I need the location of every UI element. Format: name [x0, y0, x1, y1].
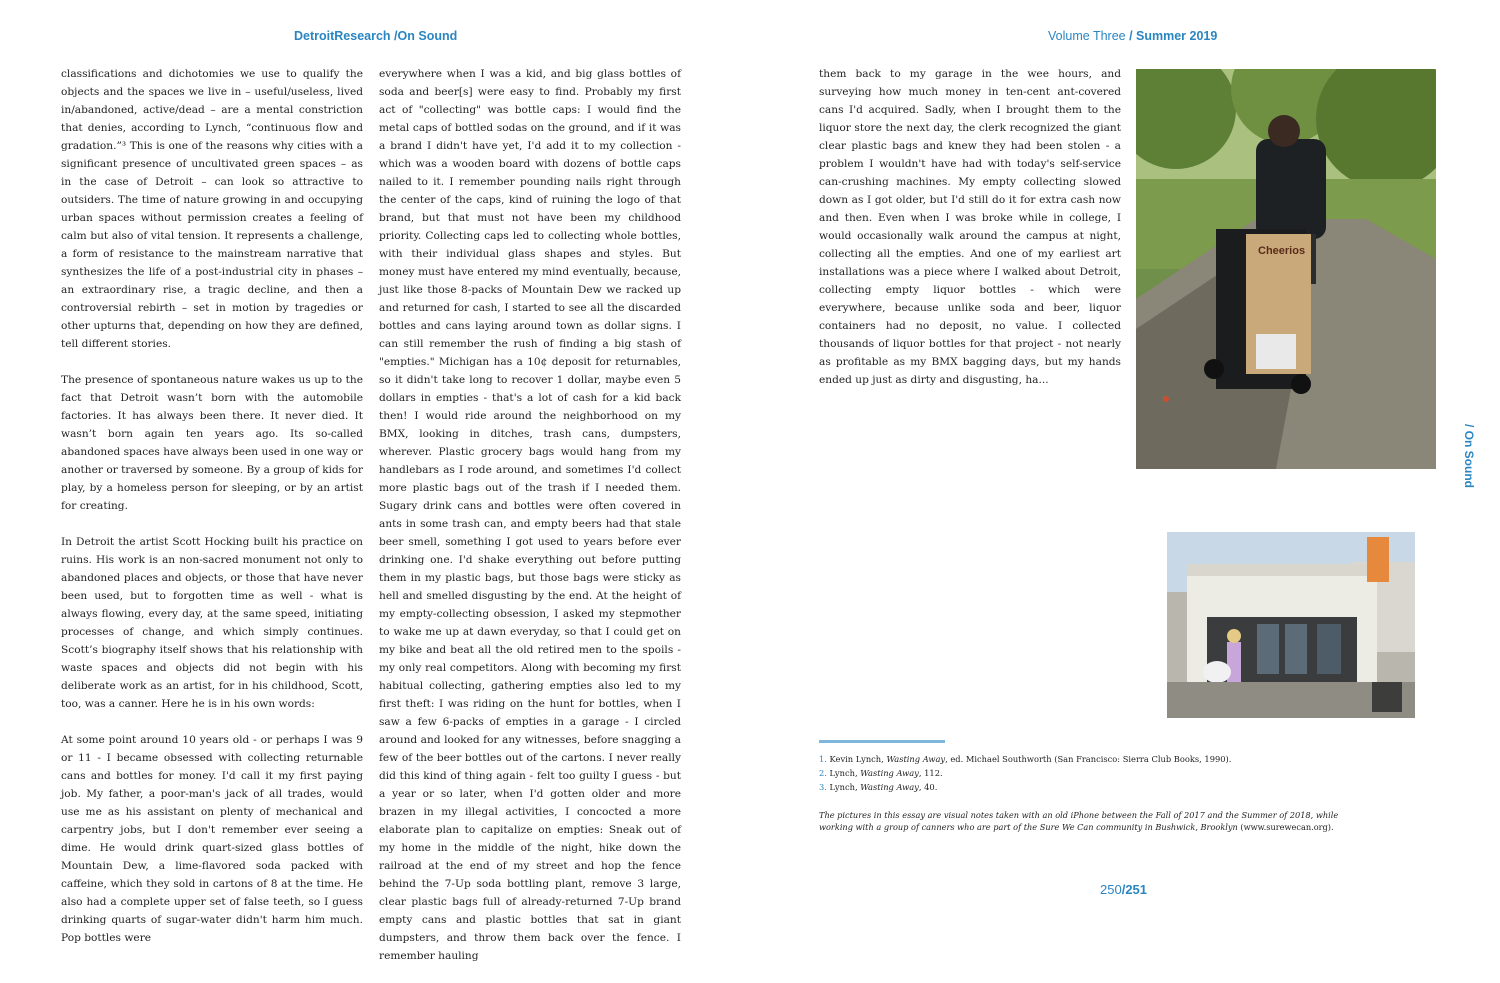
paragraph: everywhere when I was a kid, and big glass bottles of soda and beer[s] were easy to find. Probably my first act of "collecting" was bottle caps: I would find the metal caps of bottled sodas on the ground, and if it was a brand I didn't have yet, I'd add it to my collection - which was a wooden board with dozens of bottle caps nailed to it. I remember pounding nails right through the center of the caps, kind of ruining the logo of that brand, but that must not have been my childhood priority. Collecting caps led to collecting whole bottles, with their individual glass shapes and styles. But money must have entered my mind eventually, because, just like those 8-packs of Mountain Dew we racked up and returned for cash, I started to see all the discarded bottles and cans laying around town as dollar signs. I can still remember the rush of finding a big stash of "empties." Michigan has a 10¢ deposit for returnables, so it didn't take long to recover 1 dollar, maybe even 5 dollars in empties - that's a lot of cash for a kid back then! I would ride around the neighborhood on my BMX, looking in ditches, trash cans, dumpsters, wherever. Plastic grocery bags would hang from my handlebars as I rode around, and sometimes I'd collect more plastic bags out of the trash if I needed them. Sugary drink cans and bottles were often covered in ants in some trash can, and empty beers had that stale beer smell, something I got used to years before ever drinking one. I'd shake everything out before putting them in my plastic bags, but those bags were sticky as hell and smelled disgusting by the end. At the height of my empty-collecting obsession, I asked my stepmother to wake me up at dawn everyday, so that I could get on my bike and beat all the old retired men to the spoils - my only real competitors. Along with becoming my first habitual collecting, gathering empties also led to my first theft: I was riding on the hunt for bottles, when I saw a few 6-packs of empties in a garage - I circled around and looked for any witnesses, before snagging a few of the beer bottles out of the cartons. I never really did this kind of thing again - felt too guilty I guess - but a year or so later, when I'd gotten older and more brazen in my illegal activities, I concocted a more elaborate plan to capitalize on empties: Sneak out of my home in the middle of the night, hike down the railroad at the end of my street and hop the fence behind the 7-Up soda bottling plant, remove 3 large, clear plastic bags full of already-returned 7-Up brand empty cans and plastic bottles that sat in giant dumpsters, and throw them back over the fence. I remember hauling — [379, 68, 681, 962]
photo-credit-note — [819, 809, 1364, 833]
credit-text: The pictures in this essay are visual notes taken with an old iPhone between the Fall of 2017 and the Summer of 2018, while working with a group of canners who are part of the Sure We Can community in Bushwick, Brooklyn — [819, 810, 1339, 832]
footnote-number: 3. — [819, 782, 827, 792]
paragraph: The presence of spontaneous nature wakes us up to the fact that Detroit wasn’t born with the automobile factories. It has always been there. It never died. It wasn’t born again ten years ago. Its so-called abandoned spaces have always been used in one way or another or traversed by someone. By a group of kids for play, by a homeless person for sleeping, or by an artist for creating. — [61, 374, 363, 512]
photo-illustration — [1167, 532, 1415, 718]
paragraph: them back to my garage in the wee hours, and surveying how much money in ten-cent ant-covered cans I'd acquired. Sadly, when I brought them to the liquor store the next day, the clerk recognized the giant clear plastic bags and knew they had been stolen - a problem I wouldn't have had with today's self-service can-crushing machines. My empty collecting slowed down as I got older, but I'd still do it for extra cash now and then. Even when I was broke while in college, I would occasionally walk around the campus at night, collecting all the empties. And one of my earliest art installations was a piece where I walked about Detroit, collecting empty liquor bottles - which were everywhere, because unlike soda and beer, liquor containers had no deposit, no value. I collected thousands of liquor bottles for that project - not nearly as profitable as my BMX bagging days, but my hands ended up just as dirty and disgusting, ha... — [819, 68, 1121, 386]
footnote-text: Lynch, — [826, 768, 861, 778]
footnote-item — [819, 752, 1359, 766]
page-number-separator: / — [1121, 882, 1126, 897]
paragraph: classifications and dichotomies we use to qualify the objects and the spaces we live in – useful/useless, lived in/abandoned, active/dead – are a mental constriction that denies, according to Lynch, “continuous flow and gradation.”³ This is one of the reasons why cities with a significant presence of uncultivated green spaces – as in the case of Detroit – can look so attractive to outsiders. The time of nature growing in and occupying urban spaces without permission creates a feeling of calm but also of vital tension. It represents a challenge, a form of resistance to the mainstream narrative that synthesizes the life of a post-industrial city in phases – an extraordinary rise, a tragic decline, and then a controversial rebirth – set in motion by tragedies or other upturns that, depending on how they are defined, tell different stories. — [61, 68, 363, 350]
issue-date: Summer 2019 — [1136, 29, 1218, 43]
page-number-right: 251 — [1125, 882, 1148, 897]
page-number-left: 250 — [1100, 882, 1122, 897]
text-column-1 — [61, 65, 363, 965]
footnote-title: Wasting Away — [886, 754, 946, 764]
volume-label: Volume Three — [1048, 29, 1126, 43]
footnote-text: , 112. — [918, 768, 943, 778]
photo-redemption-center — [1167, 532, 1415, 718]
footnote-title: Wasting Away — [860, 782, 919, 792]
photo-man-with-cart — [1136, 69, 1436, 469]
running-header-left — [294, 29, 457, 43]
footnote-title: Wasting Away — [860, 768, 919, 778]
footnote-text: , 40. — [918, 782, 938, 792]
credit-url[interactable]: (www.surewecan.org). — [1237, 822, 1334, 832]
text-column-2 — [379, 65, 681, 983]
page-numbers — [1100, 882, 1147, 897]
footnotes — [819, 752, 1359, 794]
footnote-text: Lynch, — [826, 782, 861, 792]
header-separator-right: / — [1125, 29, 1137, 43]
paragraph: In Detroit the artist Scott Hocking built his practice on ruins. His work is an non-sacred monument not only to abandoned places and objects, or those that have never been used, but to forgotten time as well - what is always flowing, every day, at the same speed, initiating processes of change, and which simply continues. Scott’s biography itself shows that his relationship with waste spaces and objects did not begin with his deliberate work as an artist, for in his childhood, Scott, too, was a canner. Here he is in his own words: — [61, 536, 363, 710]
footnote-item — [819, 780, 1359, 794]
section-name: On Sound — [397, 29, 458, 43]
footnote-text: Kevin Lynch, — [826, 754, 887, 764]
text-column-3 — [819, 65, 1121, 407]
photo-illustration — [1136, 69, 1436, 469]
footnote-rule — [819, 740, 945, 743]
header-separator: / — [390, 29, 398, 43]
footnote-number: 1. — [819, 754, 827, 764]
footnote-number: 2. — [819, 768, 827, 778]
footnote-item — [819, 766, 1359, 780]
footnote-text: , ed. Michael Southworth (San Francisco: Sierra Club Books, 1990). — [945, 754, 1232, 764]
publication-name: DetroitResearch — [294, 29, 391, 43]
running-header-right — [1048, 29, 1217, 43]
section-side-tab: / On Sound — [1462, 424, 1476, 488]
paragraph: At some point around 10 years old - or perhaps I was 9 or 11 - I became obsessed with collecting returnable cans and bottles for money. I'd call it my first paying job. My father, a poor-man's jack of all trades, would use me as his assistant on plenty of mechanical and carpentry jobs, but I don't remember ever seeing a dime. He would drink quart-sized glass bottles of Mountain Dew, a lime-flavored soda packed with caffeine, which they sold in cartons of 8 at the time. He also had a complete upper set of false teeth, so I guess drinking quarts of sugar-water didn't harm him much. Pop bottles were — [61, 734, 363, 944]
box-label: Cheerios — [1258, 245, 1306, 257]
